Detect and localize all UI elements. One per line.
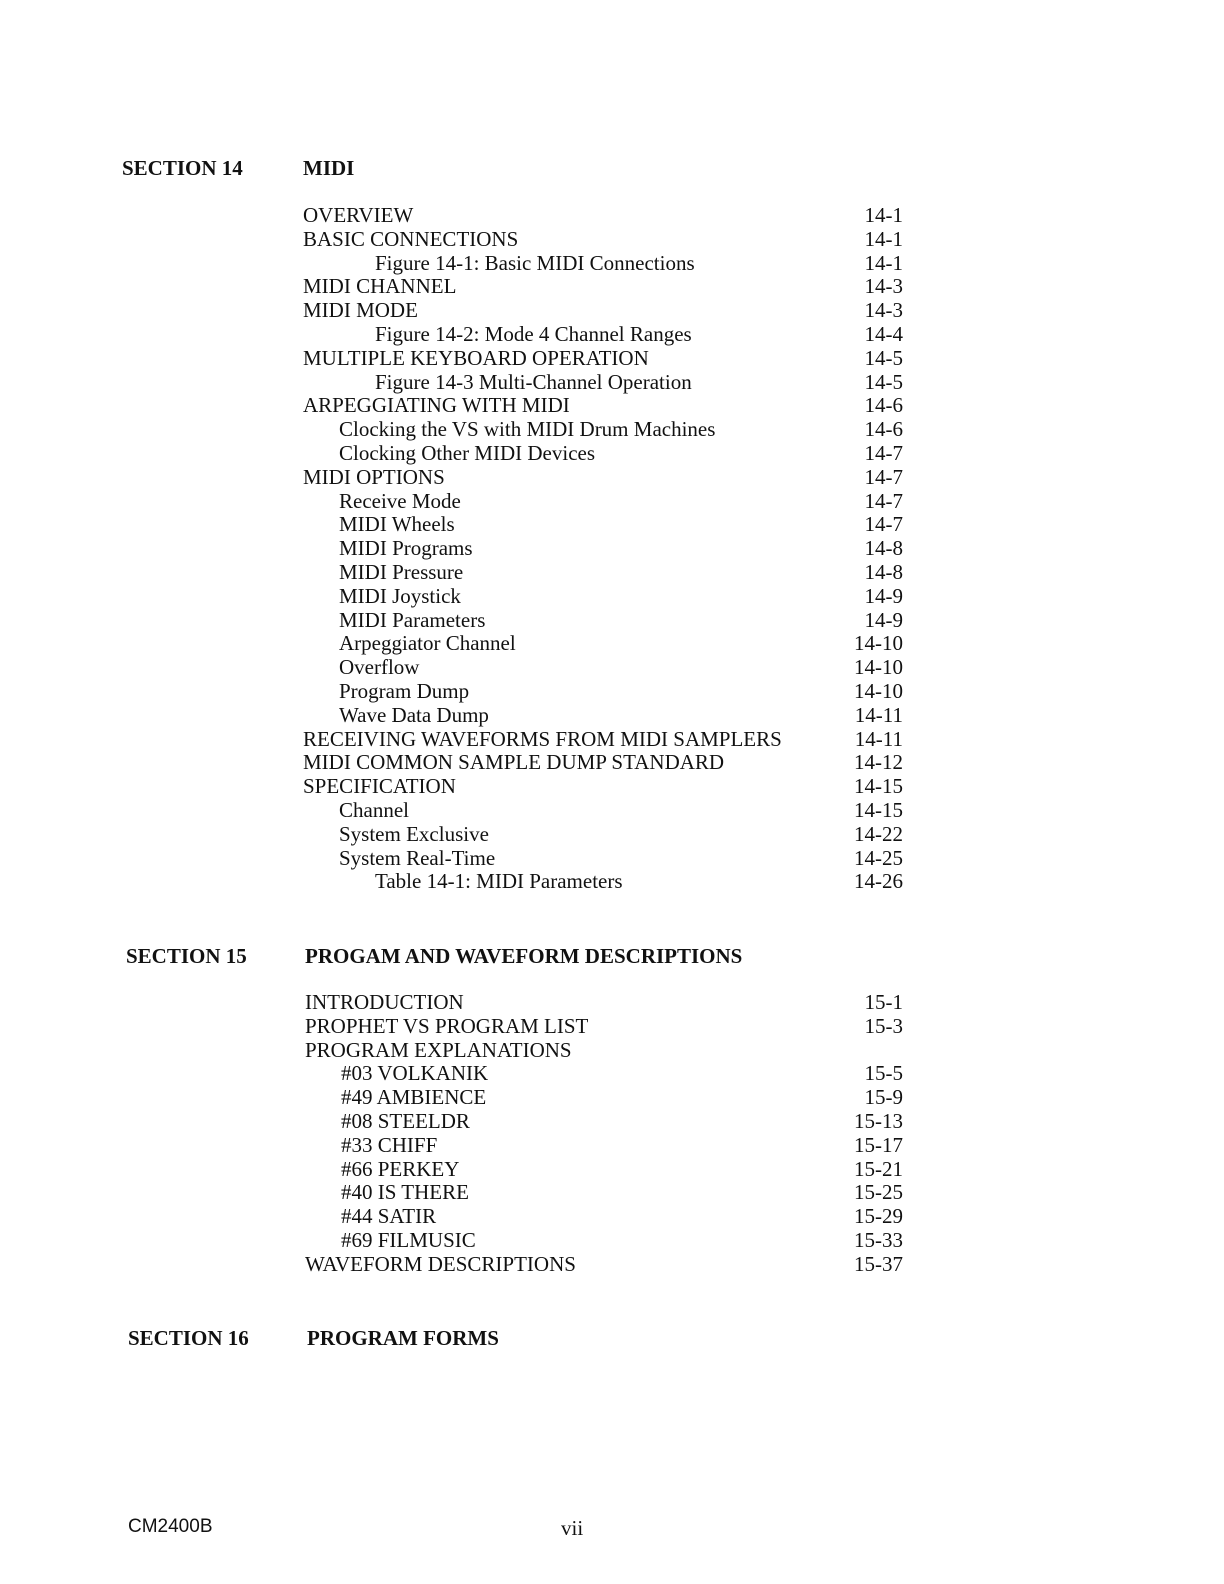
toc-entry xyxy=(305,1110,903,1134)
toc-entry-title: SPECIFICATION xyxy=(303,774,456,799)
toc-entry xyxy=(305,1205,903,1229)
toc-entry-page: 14-3 xyxy=(864,274,903,299)
toc-entry-page: 14-10 xyxy=(854,655,903,680)
toc-entry xyxy=(305,1039,903,1063)
toc-entry-page: 14-9 xyxy=(864,583,903,608)
toc-entry-title: Channel xyxy=(339,797,409,822)
toc-entry-title: MIDI Programs xyxy=(339,536,473,561)
document-code: CM2400B xyxy=(128,1516,213,1537)
toc-entry xyxy=(303,204,903,228)
toc-entry-title: MIDI MODE xyxy=(303,298,418,323)
toc-entry-page: 15-37 xyxy=(854,1251,903,1276)
toc-entry xyxy=(303,347,903,371)
toc-entry xyxy=(303,228,903,252)
toc-entry xyxy=(303,704,903,728)
toc-entry-title: MIDI Pressure xyxy=(339,559,464,584)
toc-entry-title: Program Dump xyxy=(339,678,470,703)
section-15-heading xyxy=(0,944,1224,974)
toc-entry-page: 15-1 xyxy=(864,990,903,1014)
toc-entry-page: 15-25 xyxy=(854,1180,903,1205)
toc-entry xyxy=(303,632,903,656)
toc-entry-title: #69 FILMUSIC xyxy=(341,1227,476,1252)
toc-entry-title: Figure 14-1: Basic MIDI Connections xyxy=(375,250,695,275)
toc-entry-title: WAVEFORM DESCRIPTIONS xyxy=(305,1251,576,1276)
toc-entry-title: System Exclusive xyxy=(339,821,489,846)
section-15-entries xyxy=(305,991,903,1277)
toc-entry-title: MULTIPLE KEYBOARD OPERATION xyxy=(303,345,649,370)
toc-entry xyxy=(303,490,903,514)
toc-entry-page: 15-29 xyxy=(854,1204,903,1229)
toc-entry xyxy=(303,609,903,633)
section-title: MIDI xyxy=(303,156,355,180)
toc-entry-title: #49 AMBIENCE xyxy=(341,1085,487,1110)
toc-entry-title: #08 STEELDR xyxy=(341,1108,470,1133)
toc-entry xyxy=(303,728,903,752)
toc-entry xyxy=(305,1015,903,1039)
toc-entry xyxy=(303,513,903,537)
toc-entry xyxy=(305,1086,903,1110)
toc-entry xyxy=(305,991,903,1015)
toc-entry-page: 14-12 xyxy=(854,750,903,775)
toc-entry-title: Overflow xyxy=(339,655,420,680)
toc-entry-page: 15-13 xyxy=(854,1108,903,1133)
toc-entry xyxy=(303,252,903,276)
toc-entry-title: Clocking the VS with MIDI Drum Machines xyxy=(339,417,716,442)
toc-entry-page: 14-7 xyxy=(864,512,903,537)
toc-entry xyxy=(303,323,903,347)
toc-entry-page: 15-9 xyxy=(864,1085,903,1110)
toc-entry-title: RECEIVING WAVEFORMS FROM MIDI SAMPLERS xyxy=(303,726,782,751)
toc-entry xyxy=(305,1158,903,1182)
toc-entry-page: 14-7 xyxy=(864,488,903,513)
toc-entry-title: #44 SATIR xyxy=(341,1204,437,1229)
toc-entry-title: PROPHET VS PROGRAM LIST xyxy=(305,1013,589,1038)
toc-entry-page: 14-7 xyxy=(864,440,903,465)
toc-entry-title: MIDI CHANNEL xyxy=(303,274,457,299)
toc-entry-title: Figure 14-3 Multi-Channel Operation xyxy=(375,369,692,394)
toc-entry-page: 15-17 xyxy=(854,1132,903,1157)
toc-entry-title: Clocking Other MIDI Devices xyxy=(339,440,596,465)
toc-entry-page: 14-1 xyxy=(864,226,903,251)
toc-entry-page: 14-9 xyxy=(864,607,903,632)
toc-entry-page: 15-33 xyxy=(854,1227,903,1252)
toc-entry xyxy=(303,418,903,442)
toc-entry xyxy=(303,442,903,466)
toc-entry-page: 14-11 xyxy=(854,702,903,727)
section-16-heading xyxy=(0,1326,1224,1356)
toc-entry xyxy=(303,847,903,871)
toc-entry xyxy=(303,751,903,775)
toc-entry xyxy=(303,466,903,490)
section-title: PROGRAM FORMS xyxy=(307,1326,499,1350)
toc-entry xyxy=(305,1181,903,1205)
toc-entry-title: #66 PERKEY xyxy=(341,1156,460,1181)
toc-entry xyxy=(303,537,903,561)
toc-entry-title: Arpeggiator Channel xyxy=(339,631,516,656)
toc-entry-page: 14-26 xyxy=(854,869,903,894)
toc-entry-title: ARPEGGIATING WITH MIDI xyxy=(303,393,570,418)
toc-entry-title: Receive Mode xyxy=(339,488,461,513)
toc-entry xyxy=(305,1229,903,1253)
toc-entry-page: 14-10 xyxy=(854,631,903,656)
toc-entry xyxy=(303,299,903,323)
toc-entry xyxy=(303,275,903,299)
toc-entry-title: #03 VOLKANIK xyxy=(341,1061,489,1086)
toc-entry-page: 14-6 xyxy=(864,393,903,418)
toc-entry-title: MIDI Parameters xyxy=(339,607,486,632)
toc-entry-page: 14-8 xyxy=(864,536,903,561)
toc-entry xyxy=(303,656,903,680)
section-label: SECTION 16 xyxy=(128,1326,249,1350)
toc-entry-page: 14-5 xyxy=(864,369,903,394)
toc-entry-page: 14-15 xyxy=(854,774,903,799)
toc-entry-page: 14-15 xyxy=(854,797,903,822)
toc-entry-title: #33 CHIFF xyxy=(341,1132,438,1157)
section-title: PROGAM AND WAVEFORM DESCRIPTIONS xyxy=(305,944,743,968)
toc-entry xyxy=(305,1062,903,1086)
toc-entry-page: 15-3 xyxy=(864,1013,903,1038)
toc-entry-title: MIDI COMMON SAMPLE DUMP STANDARD xyxy=(303,750,725,775)
toc-entry xyxy=(303,799,903,823)
toc-entry-page: 15-21 xyxy=(854,1156,903,1181)
toc-entry-title: MIDI OPTIONS xyxy=(303,464,445,489)
toc-entry-page: 14-5 xyxy=(864,345,903,370)
toc-entry-title: Wave Data Dump xyxy=(339,702,489,727)
toc-entry xyxy=(303,775,903,799)
section-14-entries xyxy=(303,204,903,894)
section-label: SECTION 15 xyxy=(126,944,247,968)
toc-entry xyxy=(305,1134,903,1158)
toc-entry xyxy=(303,680,903,704)
toc-entry-page: 14-7 xyxy=(864,464,903,489)
toc-entry-title: #40 IS THERE xyxy=(341,1180,469,1205)
toc-entry xyxy=(303,823,903,847)
toc-entry-page: 14-6 xyxy=(864,417,903,442)
toc-entry-title: OVERVIEW xyxy=(303,203,414,227)
toc-entry-title: BASIC CONNECTIONS xyxy=(303,226,519,251)
toc-entry-page: 14-3 xyxy=(864,298,903,323)
toc-entry-title: PROGRAM EXPLANATIONS xyxy=(305,1037,572,1062)
toc-entry-page: 14-8 xyxy=(864,559,903,584)
toc-entry-page: 15-5 xyxy=(864,1061,903,1086)
toc-entry-title: Figure 14-2: Mode 4 Channel Ranges xyxy=(375,321,692,346)
toc-entry-page: 14-10 xyxy=(854,678,903,703)
toc-entry xyxy=(303,585,903,609)
toc-entry-title: MIDI Joystick xyxy=(339,583,461,608)
toc-entry-page: 14-1 xyxy=(864,203,903,227)
toc-entry-page: 14-22 xyxy=(854,821,903,846)
toc-entry xyxy=(303,870,903,894)
toc-entry xyxy=(303,371,903,395)
toc-entry xyxy=(305,1253,903,1277)
toc-entry-page: 14-25 xyxy=(854,845,903,870)
toc-entry xyxy=(303,561,903,585)
page-number: vii xyxy=(561,1516,584,1540)
toc-entry-page: 14-11 xyxy=(854,726,903,751)
toc-entry-title: System Real-Time xyxy=(339,845,496,870)
toc-entry-title: MIDI Wheels xyxy=(339,512,455,537)
section-label: SECTION 14 xyxy=(122,156,243,180)
toc-entry-title: INTRODUCTION xyxy=(305,990,464,1014)
toc-entry xyxy=(303,394,903,418)
section-14-heading xyxy=(0,156,1224,186)
toc-entry-title: Table 14-1: MIDI Parameters xyxy=(375,869,623,894)
toc-entry-page: 14-4 xyxy=(864,321,903,346)
toc-entry-page: 14-1 xyxy=(864,250,903,275)
